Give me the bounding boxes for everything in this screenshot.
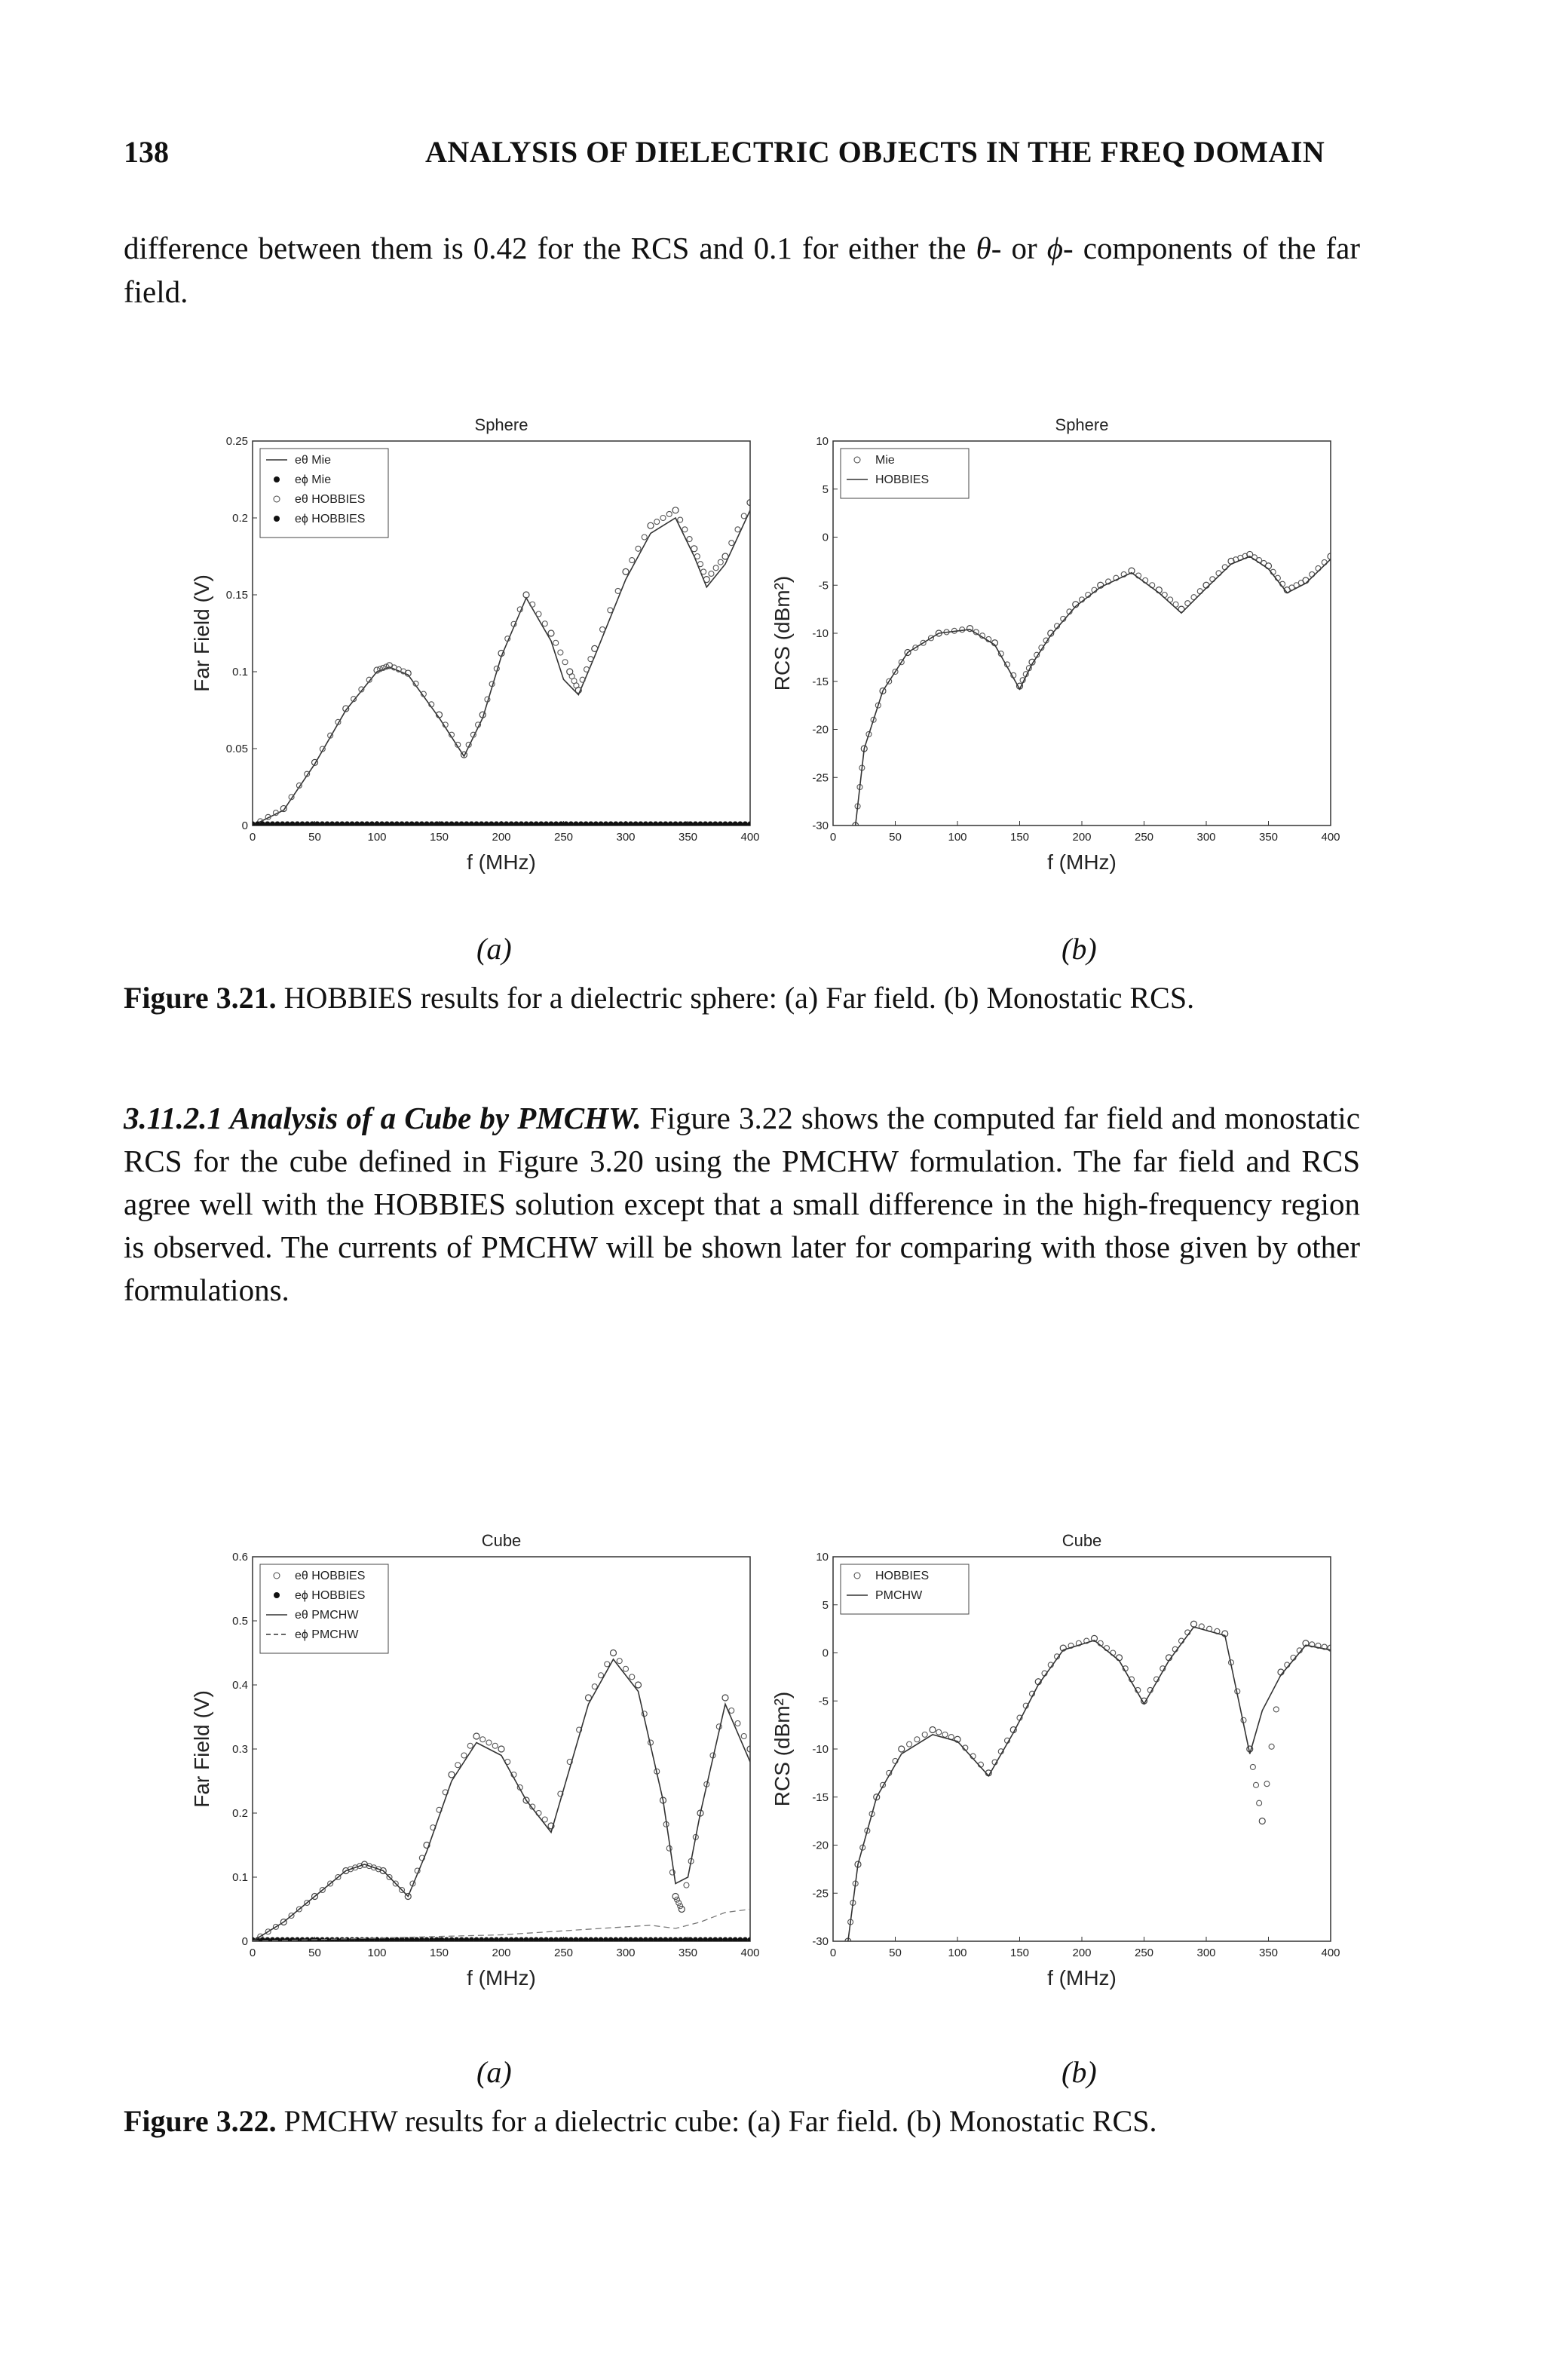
phi-symbol: ϕ- bbox=[1046, 231, 1074, 265]
x-tick-label: 300 bbox=[616, 1947, 636, 1959]
x-tick-label: 50 bbox=[308, 1947, 321, 1959]
y-tick-label: 0.15 bbox=[225, 589, 248, 602]
y-tick-label: 0.2 bbox=[232, 512, 248, 525]
series-e-hobbies-point bbox=[592, 645, 598, 651]
series-e-hobbies-point bbox=[562, 660, 568, 665]
y-tick-label: 10 bbox=[816, 435, 829, 448]
y-tick-label: 0.1 bbox=[232, 1871, 248, 1884]
series-hobbies-point bbox=[1254, 1782, 1259, 1787]
section-title: 3.11.2.1 Analysis of a Cube by PMCHW. bbox=[124, 1101, 642, 1135]
series-e-hobbies-point bbox=[741, 1734, 746, 1739]
y-tick-label: 5 bbox=[822, 1598, 829, 1612]
x-tick-label: 300 bbox=[1196, 1947, 1216, 1959]
legend-label: eθ HOBBIES bbox=[295, 493, 366, 506]
figure-322-sublabel-b: (b) bbox=[1062, 2055, 1097, 2089]
chart-svg bbox=[761, 1527, 1349, 2024]
series-e-hobbies-point bbox=[608, 608, 613, 613]
figure-321-text: HOBBIES results for a dielectric sphere: (a) Far field. (b) Monostatic RCS. bbox=[276, 981, 1195, 1015]
x-tick-label: 300 bbox=[1196, 831, 1216, 844]
x-axis-label: f (MHz) bbox=[1047, 850, 1117, 874]
x-tick-label: 0 bbox=[829, 831, 837, 844]
y-tick-label: 0.1 bbox=[232, 666, 248, 678]
x-tick-label: 200 bbox=[492, 1947, 511, 1959]
series-e-hobbies-point bbox=[584, 666, 590, 672]
y-tick-label: -25 bbox=[812, 771, 829, 785]
x-axis-label: f (MHz) bbox=[467, 1966, 536, 1989]
section-text: Figure 3.22 shows the computed far field and monostatic RCS for the cube defined in Figure 3.20 using the PMCHW formulation. The far field and RCS agree well with the HOBBIES solution except that a small difference in the high-frequency region is observed. The currents of PMCHW will be shown later for comparing with those given by other formulations. bbox=[124, 1101, 1360, 1307]
legend bbox=[841, 1564, 969, 1614]
x-tick-label: 350 bbox=[1258, 831, 1279, 844]
x-tick-label: 50 bbox=[889, 831, 902, 844]
x-tick-label: 350 bbox=[678, 831, 698, 844]
series-hobbies-point bbox=[942, 1732, 948, 1737]
series-hobbies-point bbox=[1257, 1800, 1262, 1806]
series-e-hobbies-point bbox=[636, 546, 641, 551]
series-e-pmchw-line bbox=[253, 1659, 750, 1941]
y-axis-label: Far Field (V) bbox=[190, 574, 213, 692]
series-e-hobbies-point bbox=[660, 516, 666, 521]
series-e-hobbies-point bbox=[722, 553, 728, 559]
series-e-hobbies-point bbox=[679, 1907, 685, 1913]
figure-321-sublabel-a: (a) bbox=[476, 932, 512, 966]
series-e-hobbies-point bbox=[558, 650, 563, 655]
series-hobbies-point bbox=[936, 1729, 942, 1735]
x-axis-label: f (MHz) bbox=[467, 850, 536, 874]
series-e-hobbies-point bbox=[666, 511, 672, 516]
series-e-hobbies-point bbox=[729, 1708, 734, 1714]
page-header bbox=[124, 134, 1360, 179]
chart-svg bbox=[761, 411, 1349, 908]
series-e-hobbies-point bbox=[467, 1743, 473, 1748]
x-tick-label: 50 bbox=[889, 1947, 902, 1959]
legend-label: HOBBIES bbox=[875, 1570, 930, 1582]
series-e-hobbies-point bbox=[654, 519, 660, 525]
legend-label: eϕ PMCHW bbox=[295, 1628, 359, 1641]
series-e-hobbies-point bbox=[636, 1682, 642, 1688]
series-hobbies-point bbox=[914, 1737, 920, 1742]
legend-label: PMCHW bbox=[875, 1589, 923, 1602]
series-e-hobbies-point bbox=[588, 657, 593, 662]
y-tick-label: 0.25 bbox=[225, 435, 248, 448]
running-title: ANALYSIS OF DIELECTRIC OBJECTS IN THE FREQ DOMAIN bbox=[425, 135, 1325, 169]
series-e-pmchw-line bbox=[253, 1910, 750, 1942]
series-e-hobbies-point bbox=[691, 546, 697, 552]
y-tick-label: 0 bbox=[822, 1646, 829, 1660]
legend bbox=[260, 449, 388, 538]
x-tick-label: 100 bbox=[367, 1947, 387, 1959]
series-e-hobbies-point bbox=[718, 559, 723, 565]
x-tick-label: 350 bbox=[1258, 1947, 1279, 1959]
series-hobbies-point bbox=[922, 1732, 927, 1737]
x-tick-label: 200 bbox=[1072, 1947, 1092, 1959]
chart-cube-farfield bbox=[181, 1527, 769, 2024]
series-e-hobbies-point bbox=[722, 1695, 728, 1701]
series-e-hobbies-point bbox=[630, 558, 635, 563]
legend-label: eϕ Mie bbox=[295, 473, 332, 486]
y-tick-label: 0.5 bbox=[232, 1615, 248, 1628]
legend-label: eθ Mie bbox=[295, 454, 332, 467]
series-e-hobbies-point bbox=[684, 1882, 689, 1888]
intro-text-3: components of the far field. bbox=[124, 231, 1361, 309]
y-tick-label: -10 bbox=[812, 627, 829, 640]
series-hobbies-point bbox=[907, 1741, 912, 1747]
figure-322-text: PMCHW results for a dielectric cube: (a) Far field. (b) Monostatic RCS. bbox=[276, 2104, 1157, 2138]
legend-label: HOBBIES bbox=[875, 473, 930, 486]
y-tick-label: -15 bbox=[812, 1790, 829, 1804]
series-e-hobbies-point bbox=[642, 535, 647, 540]
theta-symbol: θ- bbox=[976, 231, 1002, 265]
series-e-hobbies-point bbox=[455, 1763, 461, 1768]
series-e-hobbies-point bbox=[741, 513, 746, 519]
legend-label: eϕ HOBBIES bbox=[295, 513, 366, 525]
series-group bbox=[250, 1650, 753, 1945]
x-tick-label: 250 bbox=[553, 1947, 574, 1959]
series-hobbies-point bbox=[1191, 1621, 1197, 1627]
figure-321-sublabel-b: (b) bbox=[1062, 932, 1097, 966]
series-hobbies-point bbox=[1269, 1744, 1274, 1749]
figure-322-label: Figure 3.22. bbox=[124, 2104, 277, 2138]
legend-marker bbox=[274, 516, 280, 522]
legend-marker bbox=[274, 1592, 280, 1598]
x-tick-label: 300 bbox=[616, 831, 636, 844]
y-tick-label: -10 bbox=[812, 1743, 829, 1756]
x-tick-label: 100 bbox=[367, 831, 387, 844]
series-e-hobbies-point bbox=[694, 554, 700, 559]
legend bbox=[260, 1564, 388, 1653]
chart-cube-rcs bbox=[761, 1527, 1349, 2024]
legend-marker bbox=[274, 476, 280, 482]
series-e-hobbies-point bbox=[617, 1659, 622, 1664]
series-e-hobbies-point bbox=[630, 1674, 635, 1680]
series-e-hobbies-point bbox=[682, 527, 688, 532]
series-e-hobbies-point bbox=[611, 1650, 617, 1656]
legend-label: eθ HOBBIES bbox=[295, 1570, 366, 1582]
series-e-hobbies-point bbox=[713, 565, 718, 571]
x-tick-label: 150 bbox=[1009, 831, 1030, 844]
x-tick-label: 400 bbox=[1321, 831, 1340, 844]
series-e-hobbies-point bbox=[542, 621, 547, 626]
chart-title: Cube bbox=[1062, 1531, 1102, 1550]
chart-title: Cube bbox=[481, 1531, 522, 1550]
x-tick-label: 250 bbox=[1134, 1947, 1154, 1959]
y-tick-label: 0 bbox=[241, 819, 248, 832]
intro-text-1: difference between them is 0.42 for the RCS and 0.1 for either the bbox=[124, 231, 976, 265]
series-hobbies-point bbox=[930, 1727, 936, 1733]
y-tick-label: 0.2 bbox=[232, 1807, 248, 1820]
series-e-hobbies-point bbox=[735, 1721, 740, 1726]
x-axis-label: f (MHz) bbox=[1047, 1966, 1117, 1989]
series-e-hobbies-point bbox=[553, 640, 559, 645]
chart-title: Sphere bbox=[474, 415, 528, 434]
figure-321-label: Figure 3.21. bbox=[124, 981, 277, 1015]
x-tick-label: 150 bbox=[1009, 1947, 1030, 1959]
y-tick-label: -20 bbox=[812, 723, 829, 737]
series-e-hobbies-point bbox=[615, 588, 620, 593]
figure-322-sublabel-a: (a) bbox=[476, 2055, 512, 2089]
x-tick-label: 150 bbox=[429, 1947, 449, 1959]
series-hobbies-point bbox=[1250, 1764, 1255, 1769]
x-tick-label: 200 bbox=[1072, 831, 1092, 844]
section-3-11-2-1 bbox=[124, 1097, 1360, 1312]
series-e-hobbies-point bbox=[729, 541, 734, 546]
series-hobbies-point bbox=[1264, 1781, 1270, 1787]
series-e-hobbies-point bbox=[703, 577, 709, 583]
x-tick-label: 350 bbox=[678, 1947, 698, 1959]
x-tick-label: 50 bbox=[308, 831, 321, 844]
series-e-hobbies-point bbox=[672, 1894, 679, 1900]
series-e-hobbies-point bbox=[701, 569, 706, 574]
series-e-hobbies-point bbox=[735, 527, 740, 532]
figure-321-caption bbox=[124, 980, 1420, 1015]
y-tick-label: -30 bbox=[812, 819, 829, 832]
y-tick-label: 0 bbox=[822, 531, 829, 544]
x-tick-label: 100 bbox=[948, 1947, 967, 1959]
y-tick-label: -25 bbox=[812, 1887, 829, 1901]
chart-sphere-rcs bbox=[761, 411, 1349, 908]
series-e-hobbies-point bbox=[709, 571, 714, 576]
x-tick-label: 200 bbox=[492, 831, 511, 844]
y-tick-label: 5 bbox=[822, 482, 829, 496]
chart-title: Sphere bbox=[1055, 415, 1109, 434]
series-e-hobbies-point bbox=[492, 1743, 498, 1748]
series-e-hobbies-point bbox=[548, 630, 554, 636]
y-tick-label: -30 bbox=[812, 1935, 829, 1948]
series-e-mie-line bbox=[253, 510, 750, 825]
y-axis-label: Far Field (V) bbox=[190, 1690, 213, 1808]
x-tick-label: 250 bbox=[553, 831, 574, 844]
series-e-hobbies-point bbox=[623, 1666, 629, 1671]
y-tick-label: -5 bbox=[818, 579, 829, 593]
x-tick-label: 400 bbox=[740, 831, 760, 844]
x-tick-label: 0 bbox=[249, 831, 256, 844]
intro-paragraph bbox=[124, 226, 1360, 314]
y-tick-label: 0.4 bbox=[232, 1679, 248, 1692]
y-tick-label: 0.3 bbox=[232, 1743, 248, 1756]
x-tick-label: 0 bbox=[829, 1947, 837, 1959]
x-tick-label: 0 bbox=[249, 1947, 256, 1959]
x-tick-label: 150 bbox=[429, 831, 449, 844]
series-hobbies-line bbox=[856, 556, 1331, 825]
x-tick-label: 400 bbox=[740, 1947, 760, 1959]
series-group bbox=[853, 551, 1334, 829]
series-e-hobbies-point bbox=[600, 626, 605, 632]
series-e-hobbies-point bbox=[498, 1746, 504, 1752]
y-tick-label: 0 bbox=[241, 1935, 248, 1948]
series-e-hobbies-point bbox=[666, 1845, 672, 1851]
series-e-hobbies-point bbox=[473, 1733, 479, 1739]
page-number: 138 bbox=[124, 135, 169, 169]
intro-text-2: or bbox=[1001, 231, 1047, 265]
legend bbox=[841, 449, 969, 498]
series-e-hobbies-point bbox=[480, 1737, 486, 1742]
x-tick-label: 400 bbox=[1321, 1947, 1340, 1959]
chart-svg bbox=[181, 1527, 769, 2024]
y-tick-label: 0.05 bbox=[225, 743, 248, 755]
y-tick-label: -5 bbox=[818, 1695, 829, 1708]
y-tick-label: 0.6 bbox=[232, 1551, 248, 1564]
series-e-hobbies-point bbox=[486, 1740, 492, 1745]
series-e-hobbies-point bbox=[687, 537, 692, 542]
y-axis-label: RCS (dBm²) bbox=[770, 575, 794, 691]
figure-322-caption bbox=[124, 2103, 1420, 2139]
series-hobbies-point bbox=[1259, 1818, 1265, 1824]
series-e-hobbies-point bbox=[672, 507, 679, 513]
legend-label: Mie bbox=[875, 454, 895, 467]
series-e-hobbies-point bbox=[623, 568, 629, 574]
series-e-hobbies-point bbox=[461, 1753, 467, 1758]
y-axis-label: RCS (dBm²) bbox=[770, 1691, 794, 1807]
series-e-hobbies-point bbox=[678, 517, 683, 522]
y-tick-label: 10 bbox=[816, 1551, 829, 1564]
series-hobbies-point bbox=[1273, 1707, 1279, 1712]
series-e-hobbies-point bbox=[698, 562, 703, 567]
legend-label: eθ PMCHW bbox=[295, 1609, 359, 1622]
y-tick-label: -15 bbox=[812, 675, 829, 688]
series-group bbox=[250, 500, 753, 829]
series-e-hobbies-point bbox=[676, 1901, 682, 1906]
chart-sphere-farfield bbox=[181, 411, 769, 908]
chart-svg bbox=[181, 411, 769, 908]
series-group bbox=[845, 1621, 1334, 1944]
x-tick-label: 100 bbox=[948, 831, 967, 844]
x-tick-label: 250 bbox=[1134, 831, 1154, 844]
series-e-hobbies-point bbox=[648, 522, 654, 528]
y-tick-label: -20 bbox=[812, 1839, 829, 1852]
legend-label: eϕ HOBBIES bbox=[295, 1589, 366, 1602]
series-e-hobbies-point bbox=[536, 611, 541, 617]
series-hobbies-point bbox=[899, 1746, 905, 1752]
